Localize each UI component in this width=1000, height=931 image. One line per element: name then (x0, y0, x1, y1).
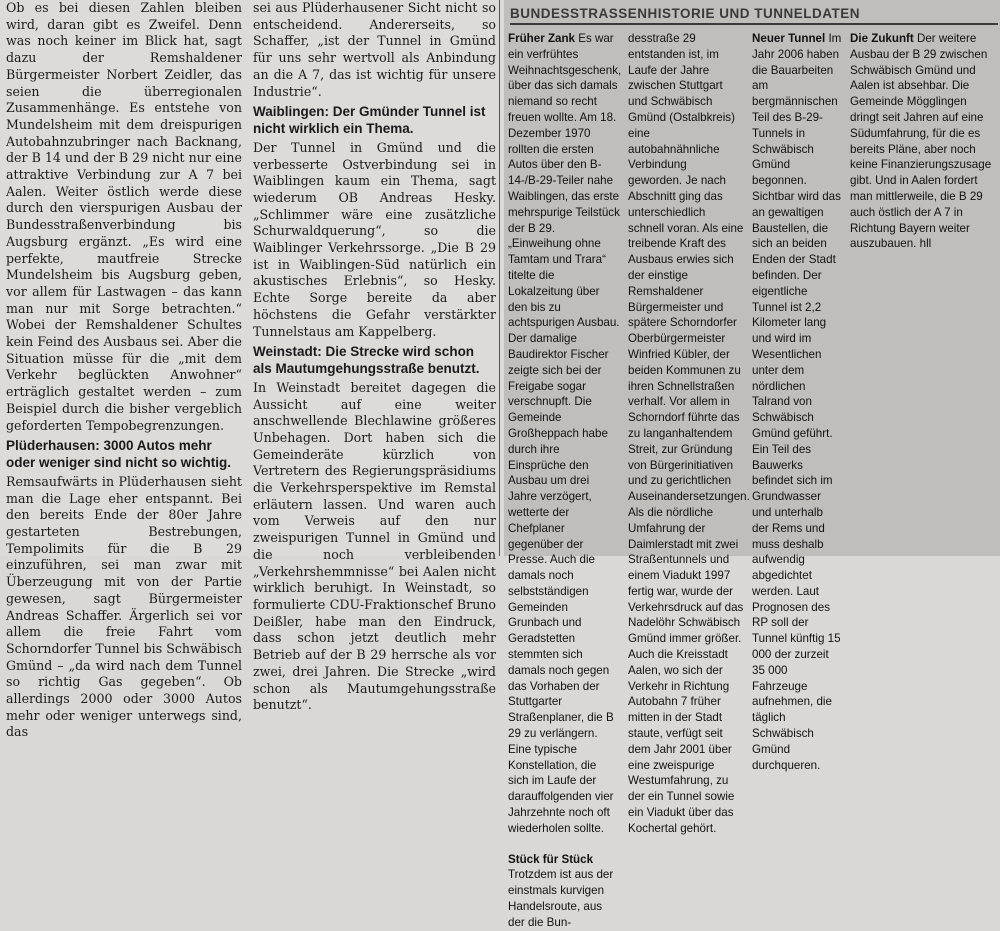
article-column-2 (253, 0, 496, 713)
article-paragraph: Ob es bei diesen Zahlen bleiben wird, daran gibt es Zweifel. Denn was noch keiner im Blick hat, sagt dazu der Remshaldener Bürgermeister Norbert Zeidler, das seien die überregionalen Zusammenhänge. Es entstehe von Mundelsheim mit dem dreispurigen Autobahnzubringer nach Backnang, der B 14 und der B 29 nicht nur eine attraktive Verbindung zur A 7 bei Aalen. Weiter östlich werde diese durch den vierspurigen Ausbau der Bundesstraßenverbindung bis Augsburg ergänzt. „Es wird eine perfekte, mautfreie Strecke Mundelsheim bis Augsburg geben, vor allem für Lastwagen – das kann man nur mit Sorge betrachten.“ Wobei der Remshaldener Schultes kein Feind des Ausbaus sei. Aber die Situation müsse für die „mit dem Verkehr beglückten Anwohner“ erträglich gestaltet werden – zum Beispiel durch die bisher vergeblich geforderten Tempobegrenzungen. (6, 0, 242, 433)
lead-frueher-zank: Früher Zank (508, 32, 575, 45)
lead-neuer-tunnel: Neuer Tunnel (752, 32, 826, 45)
info-paragraph (850, 31, 998, 252)
article-column-1 (6, 0, 242, 740)
info-text: Der weitere Ausbau der B 29 zwischen Schwäbisch Gmünd und Aalen ist absehbar. Die Gemeinde Mögglingen dringt seit Jahren auf eine Südumfahrung, für die es bereits Pläne, aber noch keine Finanzierungszusage gibt. Und in Aalen fordert man mittlerweile, die B 29 auch östlich der A 7 in Richtung Bayern weiter auszubauen. hll (850, 32, 992, 251)
article-paragraph: In Weinstadt bereitet dagegen die Aussicht auf eine weiter anschwellende Blechlawine größeres Unbehagen. Dort haben sich die Gemeinderäte kürzlich von Vertretern des Regierungspräsidiums die Verkehrsperspektive im Remstal erläutern lassen. Und waren auch vom Verweis auf den nur zweispurigen Tunnel in Gmünd und die noch verbleibenden „Verkehrshemmnisse“ bei Aalen nicht wirklich beruhigt. In Weinstadt, so formulierte CDU-Fraktionschef Bruno Deißler, habe man den Eindruck, dass schon jetzt deutlich mehr Betrieb auf der B 29 herrsche als vor zwei, drei Jahren. Die Strecke „wird schon als Mautumgehungsstraße benutzt“. (253, 379, 496, 713)
column-divider (499, 0, 500, 556)
info-paragraph: desstraße 29 entstanden ist, im Laufe der Jahre zwischen Stuttgart und Schwäbisch Gmünd (Ostalbkreis) eine autobahnähnliche Verbindung geworden. Je nach Abschnitt ging das unterschiedlich schnell voran. Als eine treibende Kraft des Ausbaus erwies sich der einstige Remshaldener Bürgermeister und spätere Schorndorfer Oberbürgermeister Winfried Kübler, der beiden Kommunen zu ihren Schnellstraßen verhalf. Vor allem in Schorndorf führte das zu langanhaltendem Streit, zur Gründung von Bürgerinitiativen und zu gerichtlichen Auseinandersetzungen. Als die nördliche Umfahrung der Daimlerstadt mit zwei Straßentunnels und einem Viadukt 1997 fertig war, wurde der Verkehrsdruck auf das Nadelöhr Schwäbisch Gmünd immer größer. Auch die Kreisstadt Aalen, wo sich der Verkehr in Richtung Autobahn 7 früher mitten in der Stadt staute, verfügt seit dem Jahr 2001 über eine zweispurige Westumfahrung, zu der ein Tunnel sowie ein Viadukt über das Kochertal gehört. (628, 32, 750, 835)
info-paragraph (752, 31, 842, 773)
info-column-3 (752, 31, 842, 772)
paragraph-spacer (508, 837, 620, 852)
info-text: Trotzdem ist aus der einstmals kurvigen Handelsroute, aus der die Bun- (508, 868, 614, 929)
info-column-1 (508, 31, 622, 929)
lead-stueck-fuer-stueck: Stück für Stück (508, 852, 594, 866)
info-column-4 (850, 31, 998, 556)
section-heading-waiblingen: Waiblingen: Der Gmünder Tunnel ist nicht wirklich ein Thema. (253, 104, 486, 137)
section-heading-weinstadt: Weinstadt: Die Strecke wird schon als Mautumgehungsstraße benutzt. (253, 344, 480, 377)
lead-die-zukunft: Die Zukunft (850, 32, 914, 45)
article-paragraph: sei aus Plüderhausener Sicht nicht so entscheidend. Andererseits, so Schaffer, „ist der Tunnel in Gmünd für uns sehr wertvoll als Anbindung an die A 7, das ist wichtig für unsere Industrie“. (253, 0, 496, 99)
article-paragraph: Der Tunnel in Gmünd und die verbesserte Ostverbindung sei in Waiblingen kaum ein Thema, sagt wiederum OB Andreas Hesky. „Schlimmer wäre eine zusätzliche Schurwaldquerung“, so die Waiblinger Verkehrssorge. „Die B 29 ist in Waiblingen-Süd natürlich ein akustisches Erlebnis“, so Hesky. Echte Sorge bereite da aber höchstens die Gefahr verstärkter Tunnelstaus am Kappelberg. (253, 139, 496, 339)
info-text: Es war ein verfrühtes Weihnachtsgeschenk, über das sich damals niemand so recht freuen wollte. Am 18. Dezember 1970 rollten die ersten Autos über den B-14-/B-29-Teiler nahe Waiblingen, das erste mehrspurige Teilstück der B 29. „Einweihung ohne Tamtam und Trara“ titelte die Lokalzeitung über den bis zu achtspurigen Ausbau. Der damalige Baudirektor Fischer zeigte sich bei der Freigabe sogar verschnupft. Die Gemeinde Großheppach habe durch ihre Einsprüche den Ausbau um drei Jahre verzögert, wetterte der Chefplaner gegenüber der Presse. Auch die damals noch selbstständigen Gemeinden Grunbach und Geradstetten stemmten sich damals noch gegen das Vorhaben der Stuttgarter Straßenplaner, die B 29 zu verlängern. Eine typische Konstellation, die sich im Laufe der darauffolgenden vier Jahrzehnte noch oft wiederholen sollte. (508, 32, 622, 835)
article-paragraph: Remsaufwärts in Plüderhausen sieht man die Lage eher entspannt. Bei den bereits Ende der 80er Jahre gestarteten Bestrebungen, Tempolimits für die B 29 einzuführen, sei man zwar mit Überzeugung mit von der Partie gewesen, sagt Bürgermeister Andreas Schaffer. Ärgerlich sei vor allem die freie Fahrt vom Schorndorfer Tunnel bis Schwäbisch Gmünd – „da wird nach dem Tunnel so richtig Gas gegeben“. Ob allerdings 2000 oder 3000 Autos mehr oder weniger unterwegs sind, das (6, 473, 242, 740)
info-paragraph (508, 852, 620, 931)
info-column-2 (628, 31, 750, 835)
section-heading-pluederhausen: Plüderhausen: 3000 Autos mehr oder weniger sind nicht so wichtig. (6, 438, 232, 471)
info-box-title: BUNDESSTRASSENHISTORIE UND TUNNELDATEN (510, 6, 998, 25)
info-text: Im Jahr 2006 haben die Bauarbeiten am bergmännischen Teil des B-29-Tunnels in Schwäbisch Gmünd begonnen. Sichtbar wird das an gewaltigen Baustellen, die sich an beiden Enden der Stadt befinden. Der eigentliche Tunnel ist 2,2 Kilometer lang und wird im Wesentlichen unter dem nördlichen Talrand von Schwäbisch Gmünd geführt. Ein Teil des Bauwerks befindet sich im Grundwasser und unterhalb der Rems und muss deshalb aufwendig abgedichtet werden. Laut Prognosen des RP soll der Tunnel künftig 15 000 der zurzeit 35 000 Fahrzeuge aufnehmen, die täglich Schwäbisch Gmünd durchqueren. (752, 32, 842, 772)
info-paragraph (508, 31, 620, 837)
info-box (504, 0, 1000, 929)
